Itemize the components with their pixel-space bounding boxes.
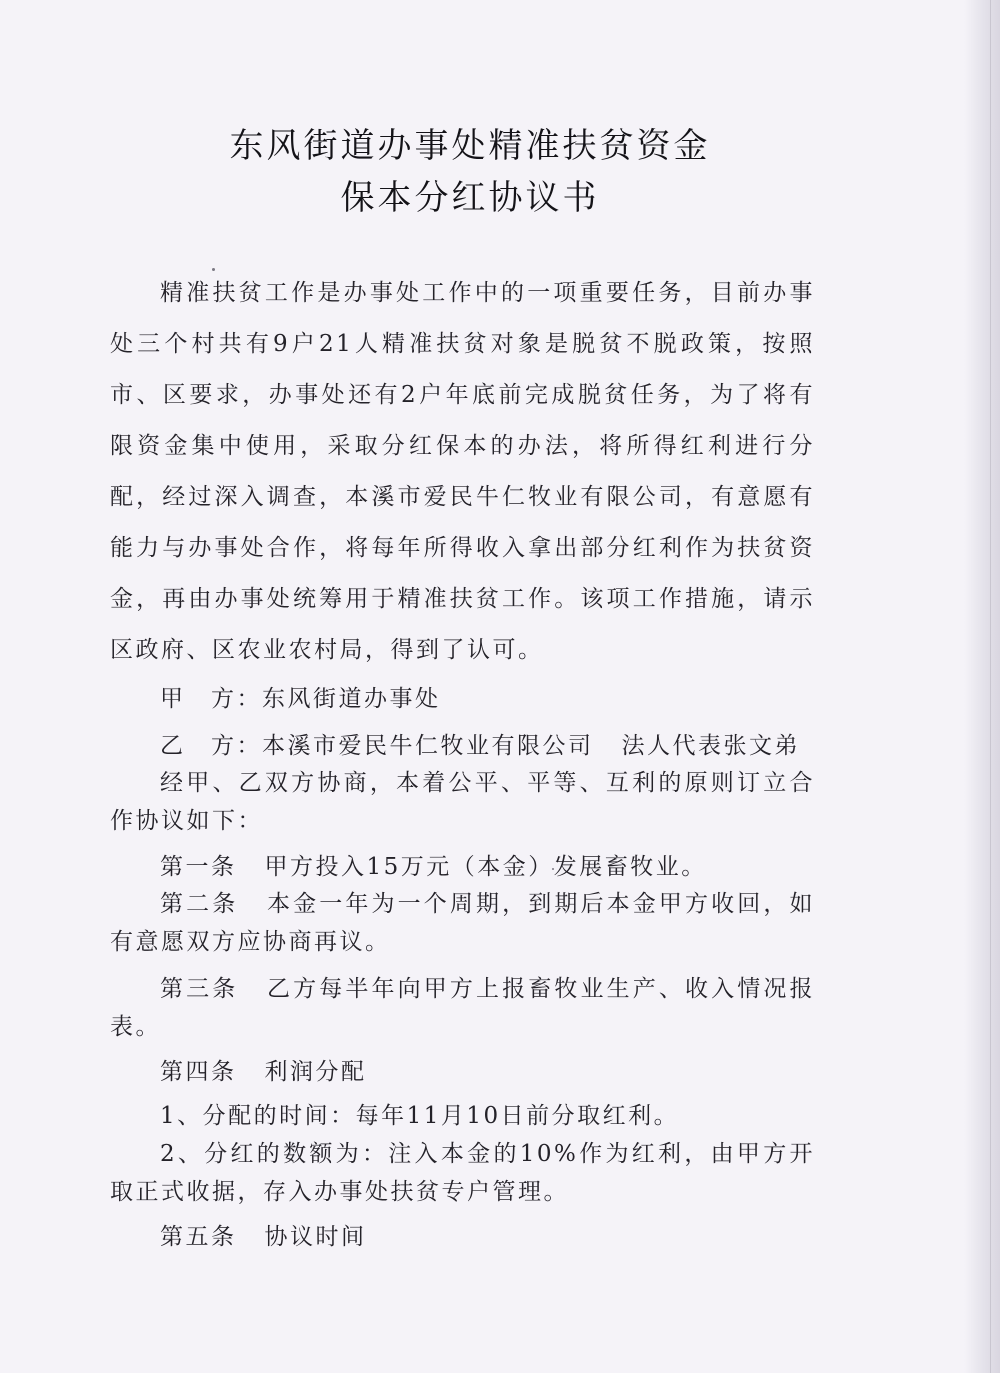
article-1-label: 第一条 (160, 854, 237, 880)
article-5-text: 协议时间 (264, 1224, 367, 1250)
party-b-name: 本溪市爱民牛仁牧业有限公司 (262, 733, 594, 759)
document-title-line-2: 保本分红协议书 (340, 178, 600, 218)
party-b-label: 乙 方： (160, 733, 262, 759)
party-b-representative: 法人代表张文弟 (621, 733, 800, 759)
article-1 (160, 848, 707, 881)
party-a (160, 680, 441, 713)
party-b (160, 727, 800, 760)
article-5 (160, 1218, 367, 1251)
article-4-item-1: 1、分配的时间：每年11月10日前分取红利。 (160, 1103, 680, 1129)
article-2-label: 第二条 (160, 891, 239, 917)
article-4-item-2: 2、分红的数额为：注入本金的10%作为红利，由甲方开取正式收据，存入办事处扶贫专户管理。 (110, 1141, 815, 1205)
article-3 (110, 970, 815, 1046)
article-4 (160, 1053, 367, 1086)
article-2 (110, 885, 815, 961)
document-title-line-1: 东风街道办事处精准扶贫资金 (229, 126, 711, 166)
page-edge-shadow (964, 0, 1000, 1373)
article-5-label: 第五条 (160, 1224, 237, 1250)
article-3-label: 第三条 (160, 976, 239, 1002)
preamble-paragraph: 经甲、乙双方协商，本着公平、平等、互利的原则订立合作协议如下： (110, 770, 815, 834)
intro-paragraph: 精准扶贫工作是办事处工作中的一项重要任务，目前办事处三个村共有9户21人精准扶贫对象是脱贫不脱政策，按照市、区要求，办事处还有2户年底前完成脱贫任务，为了将有限资金集中使用，采取分红保本的办法，将所得红利进行分配，经过深入调查，本溪市爱民牛仁牧业有限公司，有意愿有能力与办事处合作，将每年所得收入拿出部分红利作为扶贫资金，再由办事处统筹用于精准扶贫工作。该项工作措施，请示区政府、区农业农村局，得到了认可。 (110, 280, 815, 663)
article-1-text: 甲方投入15万元（本金）发展畜牧业。 (264, 854, 707, 880)
article-4-text: 利润分配 (264, 1059, 367, 1085)
article-2-text: 本金一年为一个周期，到期后本金甲方收回，如有意愿双方应协商再议。 (110, 891, 815, 955)
party-a-name: 东风街道办事处 (262, 686, 441, 712)
article-4-label: 第四条 (160, 1059, 237, 1085)
article-3-text: 乙方每半年向甲方上报畜牧业生产、收入情况报表。 (110, 976, 815, 1040)
party-a-label: 甲 方： (160, 686, 262, 712)
